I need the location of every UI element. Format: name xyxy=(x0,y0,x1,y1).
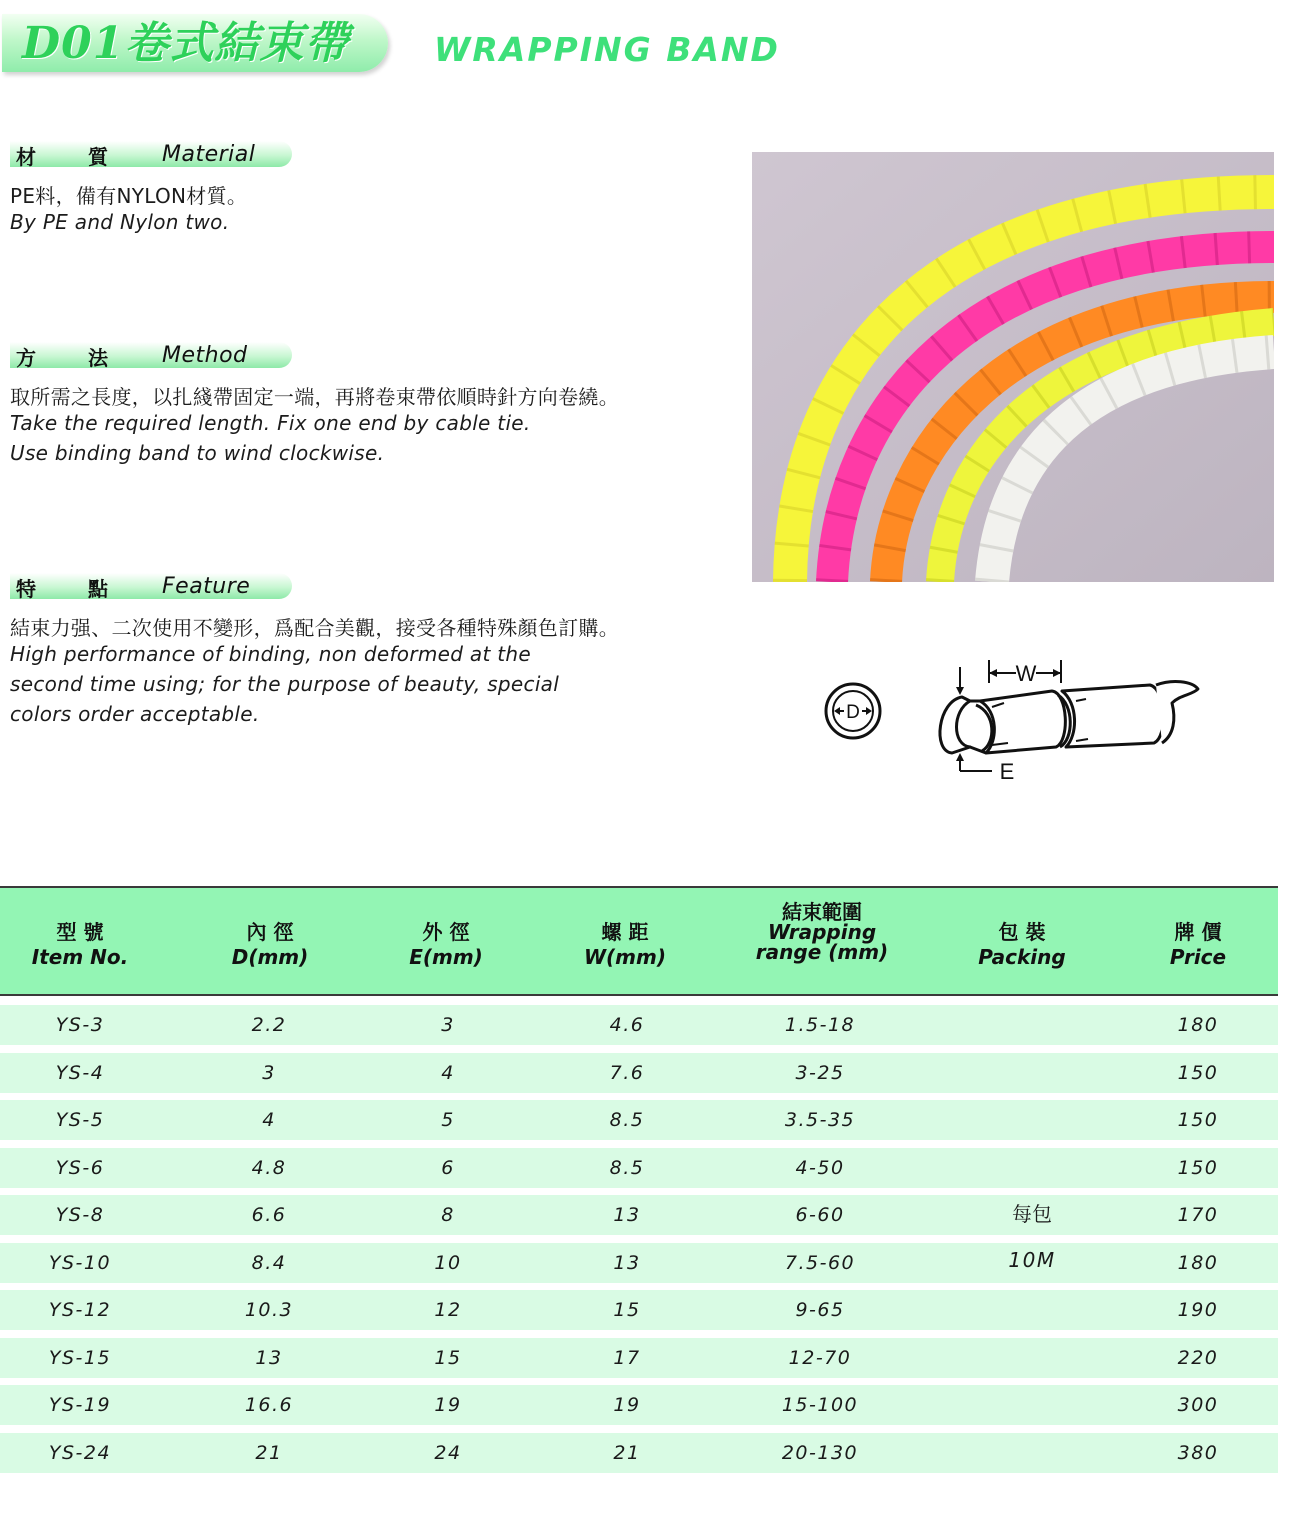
cell-item-no: YS-5 xyxy=(55,1109,105,1131)
header-inner-diameter xyxy=(190,888,350,994)
cell-inner-diameter: 8.4 xyxy=(251,1251,287,1274)
feature-line-en-3: colors order acceptable. xyxy=(10,702,260,726)
cell-wrapping-range: 6-60 xyxy=(795,1204,845,1226)
cell-wrapping-range: 12-70 xyxy=(788,1346,852,1369)
cell-price: 170 xyxy=(1177,1204,1219,1226)
cell-outer-diameter: 12 xyxy=(434,1299,462,1321)
cell-pitch: 15 xyxy=(613,1299,641,1321)
cell-outer-diameter: 4 xyxy=(441,1061,455,1084)
header-cn: 包 裝 xyxy=(998,920,1046,944)
cell-wrapping-range: 3.5-35 xyxy=(784,1109,856,1131)
header-en: D(mm) xyxy=(231,945,309,969)
heading-cn-1: 材 xyxy=(16,145,36,169)
cell-item-no: YS-4 xyxy=(55,1061,105,1084)
cell-inner-diameter: 6.6 xyxy=(251,1204,287,1226)
cell-outer-diameter: 5 xyxy=(441,1109,455,1131)
cell-pitch: 8.5 xyxy=(609,1156,645,1179)
heading-en: Material xyxy=(162,142,256,167)
header-cn: 外 徑 xyxy=(422,920,470,944)
material-line-en: By PE and Nylon two. xyxy=(10,210,230,234)
heading-bar xyxy=(10,342,292,368)
heading-cn-2: 法 xyxy=(88,346,108,370)
cell-inner-diameter: 4.8 xyxy=(251,1156,287,1179)
method-line-en-1: Take the required length. Fix one end by cable tie. xyxy=(10,411,531,435)
header-en: Price xyxy=(1169,945,1227,969)
dimension-diagram xyxy=(820,655,1210,790)
product-photo xyxy=(752,152,1274,582)
header-cn: 內 徑 xyxy=(246,920,294,944)
cell-item-no: YS-24 xyxy=(48,1441,112,1464)
cell-outer-diameter: 6 xyxy=(441,1156,455,1179)
table-row xyxy=(0,1433,1278,1473)
cell-inner-diameter: 13 xyxy=(255,1346,283,1369)
cell-price: 150 xyxy=(1177,1156,1219,1179)
cell-wrapping-range: 7.5-60 xyxy=(784,1251,856,1274)
heading-en: Method xyxy=(162,343,248,368)
header-item-no xyxy=(0,888,160,994)
cell-price: 180 xyxy=(1177,1014,1219,1036)
cell-item-no: YS-3 xyxy=(55,1014,105,1036)
cell-wrapping-range: 3-25 xyxy=(795,1061,845,1084)
cell-wrapping-range: 20-130 xyxy=(781,1441,859,1464)
method-heading xyxy=(10,342,292,370)
header-price xyxy=(1118,888,1278,994)
feature-line-en-1: High performance of binding, non deformed at the xyxy=(10,642,531,666)
cell-pitch: 4.6 xyxy=(609,1014,645,1036)
table-row xyxy=(0,1053,1278,1093)
cell-pitch: 8.5 xyxy=(609,1109,645,1131)
cell-inner-diameter: 21 xyxy=(255,1441,283,1464)
spiral-band-drawing xyxy=(940,682,1198,753)
e-dimension xyxy=(956,667,992,771)
label-w: W xyxy=(1015,661,1037,686)
cell-inner-diameter: 10.3 xyxy=(244,1299,294,1321)
cell-outer-diameter: 10 xyxy=(434,1251,462,1274)
heading-cn-2: 點 xyxy=(88,577,108,601)
cell-price: 220 xyxy=(1177,1346,1219,1369)
header-cn: 結束範圍 xyxy=(782,900,862,924)
header-cn: 螺 距 xyxy=(601,920,649,944)
cell-item-no: YS-15 xyxy=(48,1346,112,1369)
cell-item-no: YS-8 xyxy=(55,1204,105,1226)
cell-pitch: 19 xyxy=(613,1394,641,1416)
packing-cn: 每包 xyxy=(1012,1202,1052,1226)
cell-outer-diameter: 15 xyxy=(434,1346,462,1369)
cell-price: 190 xyxy=(1177,1299,1219,1321)
cell-item-no: YS-12 xyxy=(48,1299,112,1321)
header-en: W(mm) xyxy=(583,945,667,969)
cell-wrapping-range: 1.5-18 xyxy=(784,1014,856,1036)
cell-outer-diameter: 8 xyxy=(441,1204,455,1226)
feature-line-cn: 結束力强、二次使用不變形，爲配合美觀，接受各種特殊顏色訂購。 xyxy=(10,616,619,640)
cell-pitch: 13 xyxy=(613,1204,641,1226)
table-row xyxy=(0,1100,1278,1140)
method-line-cn: 取所需之長度，以扎綫帶固定一端，再將卷束帶依順時針方向卷繞。 xyxy=(10,385,619,409)
cell-pitch: 17 xyxy=(613,1346,641,1369)
table-row xyxy=(0,1005,1278,1045)
cell-pitch: 21 xyxy=(613,1441,641,1464)
material-line-cn: PE料，備有NYLON材質。 xyxy=(10,184,248,208)
heading-cn-1: 特 xyxy=(16,577,36,601)
method-line-en-2: Use binding band to wind clockwise. xyxy=(10,441,385,465)
feature-heading xyxy=(10,573,292,601)
heading-cn-1: 方 xyxy=(16,346,36,370)
cell-inner-diameter: 16.6 xyxy=(244,1394,294,1416)
cell-price: 150 xyxy=(1177,1061,1219,1084)
table-row xyxy=(0,1338,1278,1378)
table-row xyxy=(0,1148,1278,1188)
heading-en: Feature xyxy=(162,574,251,599)
packing-en: 10M xyxy=(1008,1248,1056,1272)
header-en: Item No. xyxy=(31,945,129,969)
cell-price: 150 xyxy=(1177,1109,1219,1131)
cell-pitch: 13 xyxy=(613,1251,641,1274)
cell-outer-diameter: 24 xyxy=(434,1441,462,1464)
header-pitch xyxy=(545,888,705,994)
header-en: Packing xyxy=(978,945,1066,969)
material-heading xyxy=(10,141,292,169)
cell-inner-diameter: 3 xyxy=(262,1061,276,1084)
header-cn: 型 號 xyxy=(56,920,104,944)
feature-line-en-2: second time using; for the purpose of beauty, special xyxy=(10,672,560,696)
header-cn: 牌 價 xyxy=(1174,920,1222,944)
cell-price: 380 xyxy=(1177,1441,1219,1464)
cell-item-no: YS-19 xyxy=(48,1394,112,1416)
cell-wrapping-range: 15-100 xyxy=(781,1394,859,1416)
cell-pitch: 7.6 xyxy=(609,1061,645,1084)
cell-item-no: YS-6 xyxy=(55,1156,105,1179)
cell-wrapping-range: 9-65 xyxy=(795,1299,845,1321)
header-wrapping-range xyxy=(752,888,892,994)
cell-outer-diameter: 3 xyxy=(441,1014,455,1036)
label-d: D xyxy=(846,702,860,723)
header-en: E(mm) xyxy=(409,945,483,969)
cell-inner-diameter: 2.2 xyxy=(251,1014,287,1036)
cell-price: 300 xyxy=(1177,1394,1219,1416)
product-title-en: WRAPPING BAND xyxy=(434,30,780,69)
header-en: Wrapping range (mm) xyxy=(755,920,889,964)
table-row xyxy=(0,1290,1278,1330)
cell-price: 180 xyxy=(1177,1251,1219,1274)
product-code-title: D01卷式結束帶 xyxy=(22,18,350,69)
header-outer-diameter xyxy=(366,888,526,994)
cell-outer-diameter: 19 xyxy=(434,1394,462,1416)
table-row xyxy=(0,1385,1278,1425)
table-header-row xyxy=(0,886,1278,996)
cell-wrapping-range: 4-50 xyxy=(795,1156,845,1179)
label-e: E xyxy=(999,759,1015,784)
header-packing xyxy=(942,888,1102,994)
heading-cn-2: 質 xyxy=(88,145,108,169)
cell-inner-diameter: 4 xyxy=(262,1109,276,1131)
cell-item-no: YS-10 xyxy=(48,1251,112,1274)
